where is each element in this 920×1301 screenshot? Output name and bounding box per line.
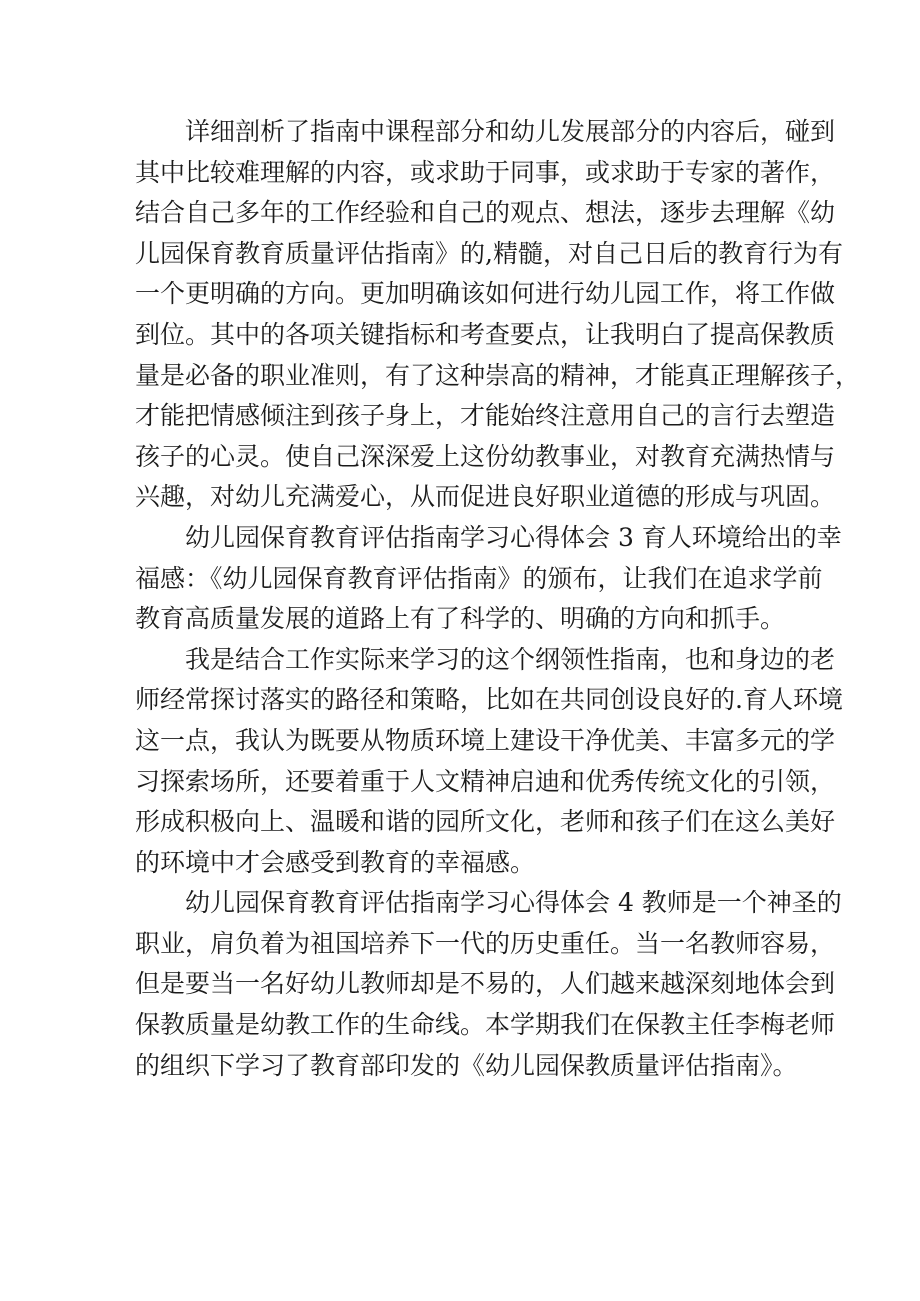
text-line: 兴趣，对幼儿充满爱心，从而促进良好职业道德的形成与巩固。	[135, 482, 836, 512]
text-line: 习探索场所，还要着重于人文精神启迪和优秀传统文化的引领，	[135, 766, 836, 796]
text-line: 结合自己多年的工作经验和自己的观点、想法，逐步去理解《幼	[135, 198, 836, 228]
text-line: 的组织下学习了教育部印发的《幼儿园保教质量评估指南》。	[135, 1050, 798, 1080]
text-line: 形成积极向上、温暖和谐的园所文化，老师和孩子们在这么美好	[135, 807, 836, 837]
text-line: 到位。其中的各项关键指标和考查要点，让我明白了提高保教质	[135, 319, 836, 349]
paragraph-3	[135, 640, 843, 884]
text-line: 这一点，我认为既要从物质环境上建设干净优美、丰富多元的学	[135, 725, 836, 755]
paragraph-4	[135, 883, 842, 1086]
text-line: 师经常探讨落实的路径和策略，比如在共同创设良好的.育人环境	[135, 685, 843, 715]
text-line: 量是必备的职业准则，有了这种崇高的精神，才能真正理解孩子，	[135, 360, 861, 390]
text-line: 孩子的心灵。使自己深深爱上这份幼教事业，对教育充满热情与	[135, 441, 836, 471]
text-line: 幼儿园保育教育评估指南学习心得体会 3 育人环境给出的幸	[185, 522, 842, 552]
text-line: 才能把情感倾注到孩子身上，才能始终注意用自己的言行去塑造	[135, 401, 836, 431]
document-body	[135, 112, 861, 1086]
text-line: 详细剖析了指南中课程部分和幼儿发展部分的内容后，碰到	[185, 117, 836, 146]
paragraph-2	[135, 518, 842, 640]
text-line: 福感：《幼儿园保育教育评估指南》的颁布，让我们在追求学前	[135, 563, 823, 593]
paragraph-1	[135, 112, 861, 518]
text-line: 但是要当一名好幼儿教师却是不易的，人们越来越深刻地体会到	[135, 969, 836, 999]
text-line: 其中比较难理解的内容，或求助于同事，或求助于专家的著作，	[135, 157, 836, 187]
text-line: 幼儿园保育教育评估指南学习心得体会 4 教师是一个神圣的	[185, 888, 842, 918]
text-line: 的环境中才会感受到教育的幸福感。	[135, 847, 536, 877]
text-line: 一个更明确的方向。更加明确该如何进行幼儿园工作，将工作做	[135, 279, 836, 309]
text-line: 职业，肩负着为祖国培养下一代的历史重任。当一名教师容易，	[135, 928, 836, 958]
text-line: 我是结合工作实际来学习的这个纲领性指南，也和身边的老	[185, 644, 836, 674]
text-line: 保教质量是幼教工作的生命线。本学期我们在保教主任李梅老师	[135, 1010, 836, 1040]
text-line: 教育高质量发展的道路上有了科学的、明确的方向和抓手。	[135, 604, 786, 634]
text-line: 儿园保育教育质量评估指南》的,精髓，对自己日后的教育行为有	[135, 238, 843, 268]
